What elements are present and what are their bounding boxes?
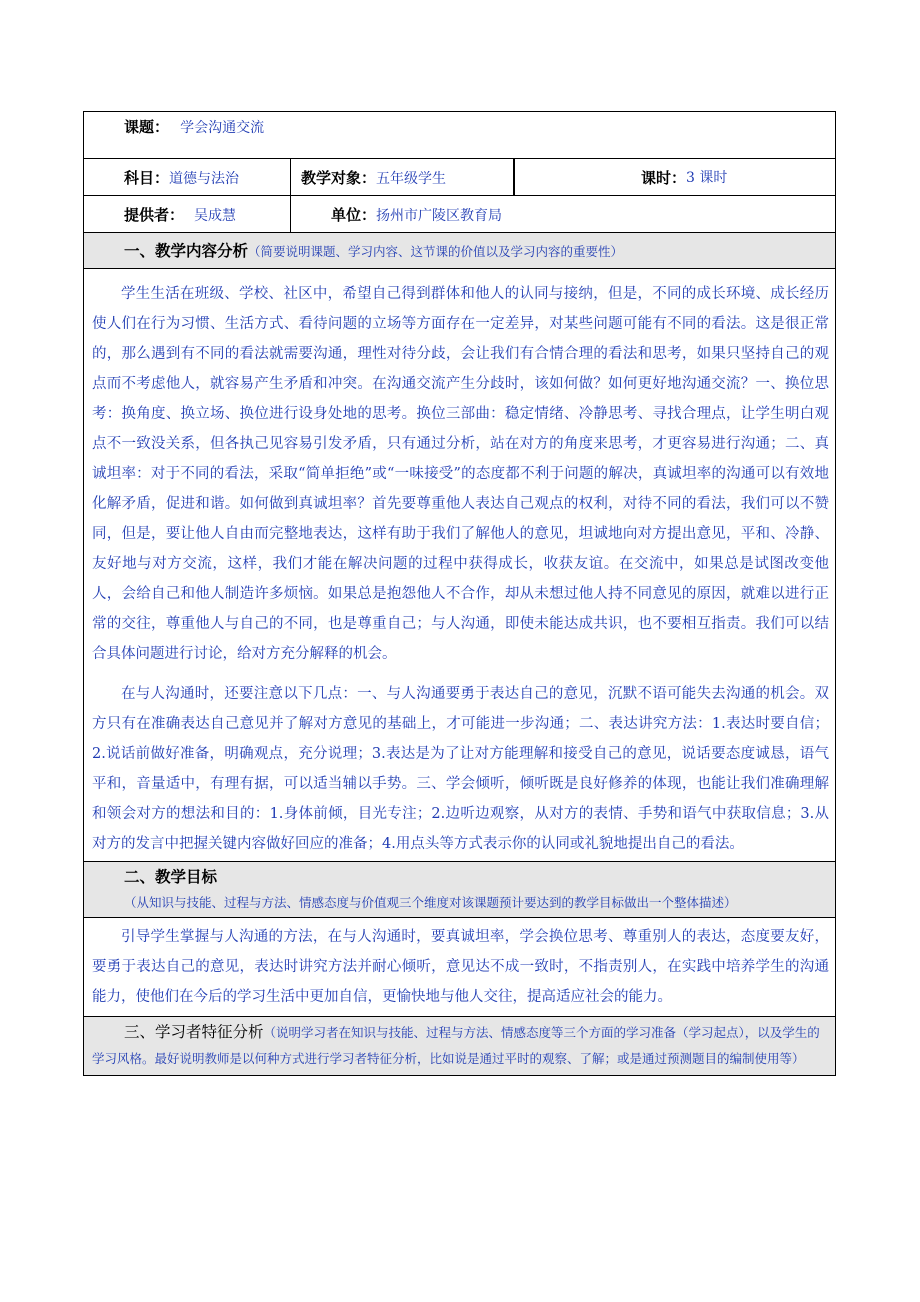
- provider-label: 提供者：: [124, 205, 185, 224]
- audience-label: 教学对象：: [301, 168, 377, 187]
- hours-label: 课时：: [641, 168, 687, 187]
- meta-row-1: [84, 159, 836, 196]
- section-2-paragraph-1: 引导学生掌握与人沟通的方法，在与人沟通时，要真诚坦率，学会换位思考、尊重别人的表达，态度要友好，要勇于表达自己的意见，表达时讲究方法并耐心倾听，意见达不成一致时，不指责别人，在实践中培养学生的沟通能力，使他们在今后的学习生活中更加自信，更愉快地与他人交往，提高适应社会的能力。: [92, 929, 830, 1005]
- hours-cell: [514, 159, 836, 196]
- section-2-body-row: [84, 918, 836, 1017]
- section-1-title: 一、教学内容分析: [124, 240, 249, 260]
- section-3-title: 三、学习者特征分析: [124, 1023, 264, 1041]
- provider-value: 吴成慧: [194, 207, 237, 224]
- meta-row-2: [84, 196, 836, 233]
- topic-cell: [84, 112, 836, 159]
- section-2-body: [84, 918, 836, 1017]
- lesson-plan-table: [83, 111, 836, 1076]
- section-3-note: （说明学习者在知识与技能、过程与方法、情感态度等三个方面的学习准备（学习起点），以及学生的学习风格。最好说明教师是以何种方式进行学习者特征分析，比如说是通过平时的观察、了解；或是通过预测题目的编制使用等）: [92, 1025, 820, 1066]
- section-1-paragraph-2: 在与人沟通时，还要注意以下几点：一、与人沟通要勇于表达自己的意见，沉默不语可能失去沟通的机会。双方只有在准确表达自己意见并了解对方意见的基础上，才可能进一步沟通；二、表达讲究方法：1.表达时要自信；2.说话前做好准备，明确观点，充分说理；3.表达是为了让对方能理解和接受自己的意见，说话要态度诚恳，语气平和，音量适中，有理有据，可以适当辅以手势。三、学会倾听，倾听既是良好修养的体现，也能让我们准确理解和领会对方的想法和目的：1.身体前倾，目光专注；2.边听边观察，从对方的表情、手势和语气中获取信息；3.从对方的发言中把握关键内容做好回应的准备；4.用点头等方式表示你的认同或礼貌地提出自己的看法。: [92, 686, 830, 852]
- audience-cell: [291, 159, 514, 196]
- subject-label: 科目：: [124, 168, 170, 187]
- topic-label: 课题：: [124, 118, 170, 136]
- section-1-header: [84, 233, 836, 269]
- unit-cell: [291, 196, 836, 233]
- section-1-body: [84, 269, 836, 862]
- section-1-body-row: [84, 269, 836, 862]
- section-2-title: 二、教学目标: [124, 867, 218, 886]
- unit-value: 扬州市广陵区教育局: [376, 207, 503, 224]
- subject-value: 道德与法治: [169, 170, 240, 187]
- section-2-header: [84, 862, 836, 918]
- topic-value: 学会沟通交流: [180, 120, 265, 136]
- section-2-note: （从知识与技能、过程与方法、情感态度与价值观三个维度对该课题预计要达到的教学目标做出一个整体描述）: [124, 895, 737, 910]
- section-3-header-row: [84, 1017, 836, 1076]
- section-2-header-row: [84, 862, 836, 918]
- section-1-header-row: [84, 233, 836, 269]
- subject-cell: [84, 159, 291, 196]
- section-1-paragraph-1: 学生生活在班级、学校、社区中，希望自己得到群体和他人的认同与接纳，但是，不同的成长环境、成长经历使人们在行为习惯、生活方式、看待问题的立场等方面存在一定差异，对某些问题可能有不同的看法。这是很正常的，那么遇到有不同的看法就需要沟通，理性对待分歧，会让我们有合情合理的看法和思考，如果只坚持自己的观点而不考虑他人，就容易产生矛盾和冲突。在沟通交流产生分歧时，该如何做？如何更好地沟通交流？一、换位思考：换角度、换立场、换位进行设身处地的思考。换位三部曲：稳定情绪、冷静思考、寻找合理点，让学生明白观点不一致没关系，但各执己见容易引发矛盾，只有通过分析，站在对方的角度来思考，才更容易进行沟通；二、真诚坦率：对于不同的看法，采取“简单拒绝”或“一味接受”的态度都不利于问题的解决，真诚坦率的沟通可以有效地化解矛盾，促进和谐。如何做到真诚坦率？首先要尊重他人表达自己观点的权利，对待不同的看法，我们可以不赞同，但是，要让他人自由而完整地表达，这样有助于我们了解他人的意见，坦诚地向对方提出意见，平和、冷静、友好地与对方交流，这样，我们才能在解决问题的过程中获得成长，收获友谊。在交流中，如果总是试图改变他人，会给自己和他人制造许多烦恼。如果总是抱怨他人不合作，却从未想过他人持不同意见的原因，就难以进行正常的交往，尊重他人与自己的不同，也是尊重自己；与人沟通，即使未能达成共识，也不要相互指责。我们可以结合具体问题进行讨论，给对方充分解释的机会。: [92, 286, 830, 662]
- section-1-note: （简要说明课题、学习内容、这节课的价值以及学习内容的重要性）: [248, 243, 624, 259]
- provider-cell: [84, 196, 291, 233]
- section-3-header: [84, 1017, 836, 1076]
- hours-value: 3 课时: [686, 170, 728, 186]
- audience-value: 五年级学生: [376, 170, 447, 187]
- topic-row: [84, 112, 836, 159]
- lesson-plan-document: [83, 111, 835, 1076]
- unit-label: 单位：: [331, 205, 377, 224]
